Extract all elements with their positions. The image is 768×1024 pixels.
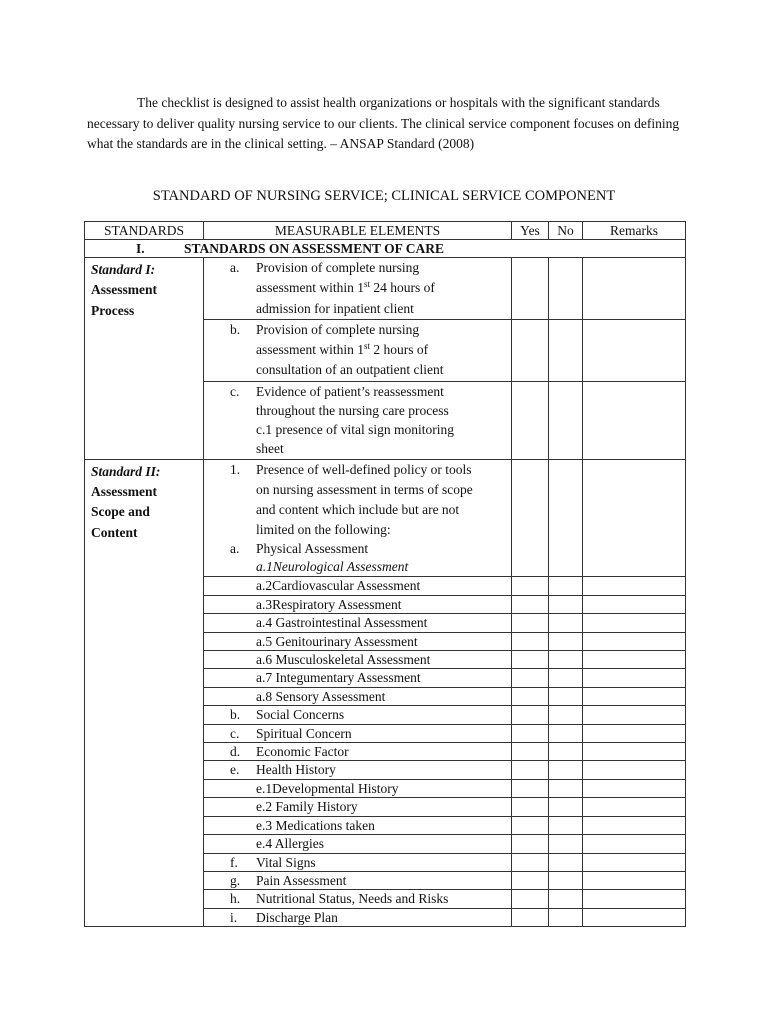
element-text: Vital Signs — [256, 854, 316, 870]
remarks-cell[interactable] — [583, 381, 686, 459]
remarks-cell[interactable] — [583, 706, 686, 724]
element-cell — [204, 798, 512, 816]
element-text: Spiritual Concern — [256, 725, 352, 741]
standard-1-title: Standard I: — [91, 262, 156, 277]
element-marker — [230, 596, 256, 613]
intro-paragraph: The checklist is designed to assist health organizations or hospitals with the significant standards necessary to deliver quality nursing service to our clients. The clinical service component focuses on defining what the standards are in the clinical setting. – ANSAP Standard (2008) — [87, 95, 680, 151]
yes-cell[interactable] — [512, 632, 549, 650]
remarks-cell[interactable] — [583, 724, 686, 742]
element-marker — [230, 633, 256, 650]
standard-2-name-line3: Content — [91, 524, 138, 540]
yes-cell[interactable] — [512, 724, 549, 742]
no-cell[interactable] — [549, 779, 583, 797]
no-cell[interactable] — [549, 595, 583, 613]
element-marker: b. — [230, 707, 241, 723]
element-marker: e. — [230, 762, 240, 778]
element-text: e.2 Family History — [256, 799, 358, 815]
element-cell — [204, 258, 512, 320]
yes-cell[interactable] — [512, 853, 549, 871]
no-cell[interactable] — [549, 381, 583, 459]
no-cell[interactable] — [549, 258, 583, 320]
element-text: c.1 presence of vital sign monitoring — [256, 422, 454, 438]
remarks-cell[interactable] — [583, 798, 686, 816]
no-cell[interactable] — [549, 651, 583, 669]
standard-1-name-line1: Assessment — [91, 282, 157, 297]
element-marker — [230, 614, 256, 631]
remarks-cell[interactable] — [583, 779, 686, 797]
yes-cell[interactable] — [512, 381, 549, 459]
yes-cell[interactable] — [512, 319, 549, 381]
section-title: STANDARDS ON ASSESSMENT OF CARE — [184, 241, 445, 256]
section-row — [85, 240, 686, 258]
no-cell[interactable] — [549, 761, 583, 779]
element-cell — [204, 381, 512, 459]
remarks-cell[interactable] — [583, 871, 686, 889]
element-cell — [204, 595, 512, 613]
element-cell — [204, 706, 512, 724]
remarks-cell[interactable] — [583, 908, 686, 926]
element-text: Discharge Plan — [256, 909, 338, 925]
remarks-cell[interactable] — [583, 577, 686, 595]
header-standards: STANDARDS — [85, 222, 204, 240]
element-text: Health History — [256, 762, 336, 778]
element-text: Pain Assessment — [256, 872, 347, 888]
no-cell[interactable] — [549, 890, 583, 908]
remarks-cell[interactable] — [583, 595, 686, 613]
yes-cell[interactable] — [512, 743, 549, 761]
no-cell[interactable] — [549, 706, 583, 724]
element-text: a.6 Musculoskeletal Assessment — [256, 652, 431, 668]
element-text: Evidence of patient’s reassessment — [256, 383, 444, 399]
element-text: a.2Cardiovascular Assessment — [256, 578, 421, 594]
yes-cell[interactable] — [512, 614, 549, 632]
no-cell[interactable] — [549, 459, 583, 577]
element-marker: a. — [230, 541, 240, 557]
element-text: a.7 Integumentary Assessment — [256, 670, 421, 686]
element-text: Social Concerns — [256, 707, 345, 723]
yes-cell[interactable] — [512, 779, 549, 797]
element-cell — [204, 614, 512, 632]
element-marker — [230, 688, 256, 705]
yes-cell[interactable] — [512, 459, 549, 577]
element-text: a.8 Sensory Assessment — [256, 688, 386, 704]
element-marker: c. — [230, 383, 240, 399]
yes-cell[interactable] — [512, 871, 549, 889]
element-cell — [204, 724, 512, 742]
element-cell — [204, 890, 512, 908]
standard-1-cell — [85, 258, 204, 460]
element-marker — [230, 577, 256, 594]
element-text: a.3Respiratory Assessment — [256, 596, 402, 612]
element-marker: 1. — [230, 461, 241, 477]
element-cell — [204, 669, 512, 687]
no-cell[interactable] — [549, 687, 583, 705]
no-cell[interactable] — [549, 798, 583, 816]
header-measurable-elements: MEASURABLE ELEMENTS — [204, 222, 512, 240]
yes-cell[interactable] — [512, 651, 549, 669]
remarks-cell[interactable] — [583, 743, 686, 761]
no-cell[interactable] — [549, 908, 583, 926]
element-text: e.1Developmental History — [256, 780, 399, 796]
checklist-table — [84, 221, 686, 927]
remarks-cell[interactable] — [583, 853, 686, 871]
no-cell[interactable] — [549, 669, 583, 687]
remarks-cell[interactable] — [583, 669, 686, 687]
element-marker: g. — [230, 872, 241, 888]
element-text: Provision of complete nursing — [256, 321, 420, 337]
no-cell[interactable] — [549, 835, 583, 853]
page-heading: STANDARD OF NURSING SERVICE; CLINICAL SERVICE COMPONENT — [152, 188, 616, 204]
yes-cell[interactable] — [512, 706, 549, 724]
header-yes: Yes — [512, 222, 549, 240]
element-cell — [204, 871, 512, 889]
header-no: No — [549, 222, 583, 240]
element-text: Provision of complete nursing — [256, 260, 420, 275]
table-row — [85, 459, 686, 577]
element-text: sheet — [256, 441, 284, 457]
no-cell[interactable] — [549, 614, 583, 632]
element-cell — [204, 651, 512, 669]
section-number: I. — [136, 241, 145, 256]
element-marker — [230, 651, 256, 668]
element-marker: a. — [230, 260, 240, 275]
remarks-cell[interactable] — [583, 835, 686, 853]
element-marker — [230, 798, 256, 815]
standard-2-name-line2: Scope and — [91, 504, 150, 520]
element-text: throughout the nursing care process — [256, 402, 449, 418]
element-text: Presence of well-defined policy or tools — [256, 461, 472, 477]
remarks-cell[interactable] — [583, 319, 686, 381]
element-cell — [204, 577, 512, 595]
remarks-cell[interactable] — [583, 761, 686, 779]
element-text: a.5 Genitourinary Assessment — [256, 633, 418, 649]
no-cell[interactable] — [549, 816, 583, 834]
element-text: Physical Assessment — [256, 541, 369, 557]
element-text: on nursing assessment in terms of scope — [256, 481, 473, 497]
element-cell — [204, 853, 512, 871]
element-text: e.4 Allergies — [256, 836, 324, 852]
element-marker: h. — [230, 891, 241, 907]
no-cell[interactable] — [549, 577, 583, 595]
yes-cell[interactable] — [512, 258, 549, 320]
element-cell — [204, 908, 512, 926]
yes-cell[interactable] — [512, 816, 549, 834]
yes-cell[interactable] — [512, 908, 549, 926]
no-cell[interactable] — [549, 632, 583, 650]
no-cell[interactable] — [549, 319, 583, 381]
element-cell — [204, 761, 512, 779]
remarks-cell[interactable] — [583, 687, 686, 705]
element-cell — [204, 319, 512, 381]
element-cell — [204, 779, 512, 797]
standard-2-name-line1: Assessment — [91, 483, 157, 499]
element-marker: c. — [230, 725, 240, 741]
element-marker: i. — [230, 909, 238, 925]
element-marker: f. — [230, 854, 238, 870]
element-cell — [204, 459, 512, 577]
yes-cell[interactable] — [512, 798, 549, 816]
yes-cell[interactable] — [512, 890, 549, 908]
yes-cell[interactable] — [512, 761, 549, 779]
standard-2-title: Standard II: — [91, 463, 161, 479]
yes-cell[interactable] — [512, 595, 549, 613]
no-cell[interactable] — [549, 743, 583, 761]
standard-1-name-line2: Process — [91, 302, 135, 318]
table-row — [85, 258, 686, 320]
element-cell — [204, 743, 512, 761]
element-marker: d. — [230, 744, 241, 760]
element-cell — [204, 632, 512, 650]
element-text: a.4 Gastrointestinal Assessment — [256, 615, 428, 631]
element-text: and content which include but are not — [256, 502, 460, 517]
no-cell[interactable] — [549, 724, 583, 742]
header-remarks: Remarks — [583, 222, 686, 240]
yes-cell[interactable] — [512, 577, 549, 595]
no-cell[interactable] — [549, 871, 583, 889]
remarks-cell[interactable] — [583, 614, 686, 632]
element-marker — [230, 817, 256, 834]
remarks-cell[interactable] — [583, 816, 686, 834]
element-text: consultation of an outpatient client — [256, 362, 444, 378]
element-text: assessment within 1st 2 hours of — [256, 341, 429, 358]
remarks-cell[interactable] — [583, 258, 686, 320]
table-header-row — [85, 222, 686, 240]
element-text: admission for inpatient client — [256, 300, 414, 316]
remarks-cell[interactable] — [583, 632, 686, 650]
element-text: a.1Neurological Assessment — [256, 558, 409, 574]
remarks-cell[interactable] — [583, 459, 686, 577]
element-text: limited on the following: — [256, 522, 391, 538]
element-cell — [204, 835, 512, 853]
section-title-cell — [85, 240, 686, 258]
element-text: Economic Factor — [256, 744, 349, 760]
no-cell[interactable] — [549, 853, 583, 871]
remarks-cell[interactable] — [583, 890, 686, 908]
element-marker — [230, 835, 256, 852]
element-text: e.3 Medications taken — [256, 817, 375, 833]
element-marker: b. — [230, 321, 241, 337]
yes-cell[interactable] — [512, 669, 549, 687]
element-text: Nutritional Status, Needs and Risks — [256, 891, 449, 907]
element-cell — [204, 816, 512, 834]
yes-cell[interactable] — [512, 835, 549, 853]
element-marker — [230, 780, 256, 797]
element-marker — [230, 669, 256, 686]
yes-cell[interactable] — [512, 687, 549, 705]
remarks-cell[interactable] — [583, 651, 686, 669]
standard-2-cell — [85, 459, 204, 927]
element-text: assessment within 1st 24 hours of — [256, 279, 435, 296]
element-cell — [204, 687, 512, 705]
